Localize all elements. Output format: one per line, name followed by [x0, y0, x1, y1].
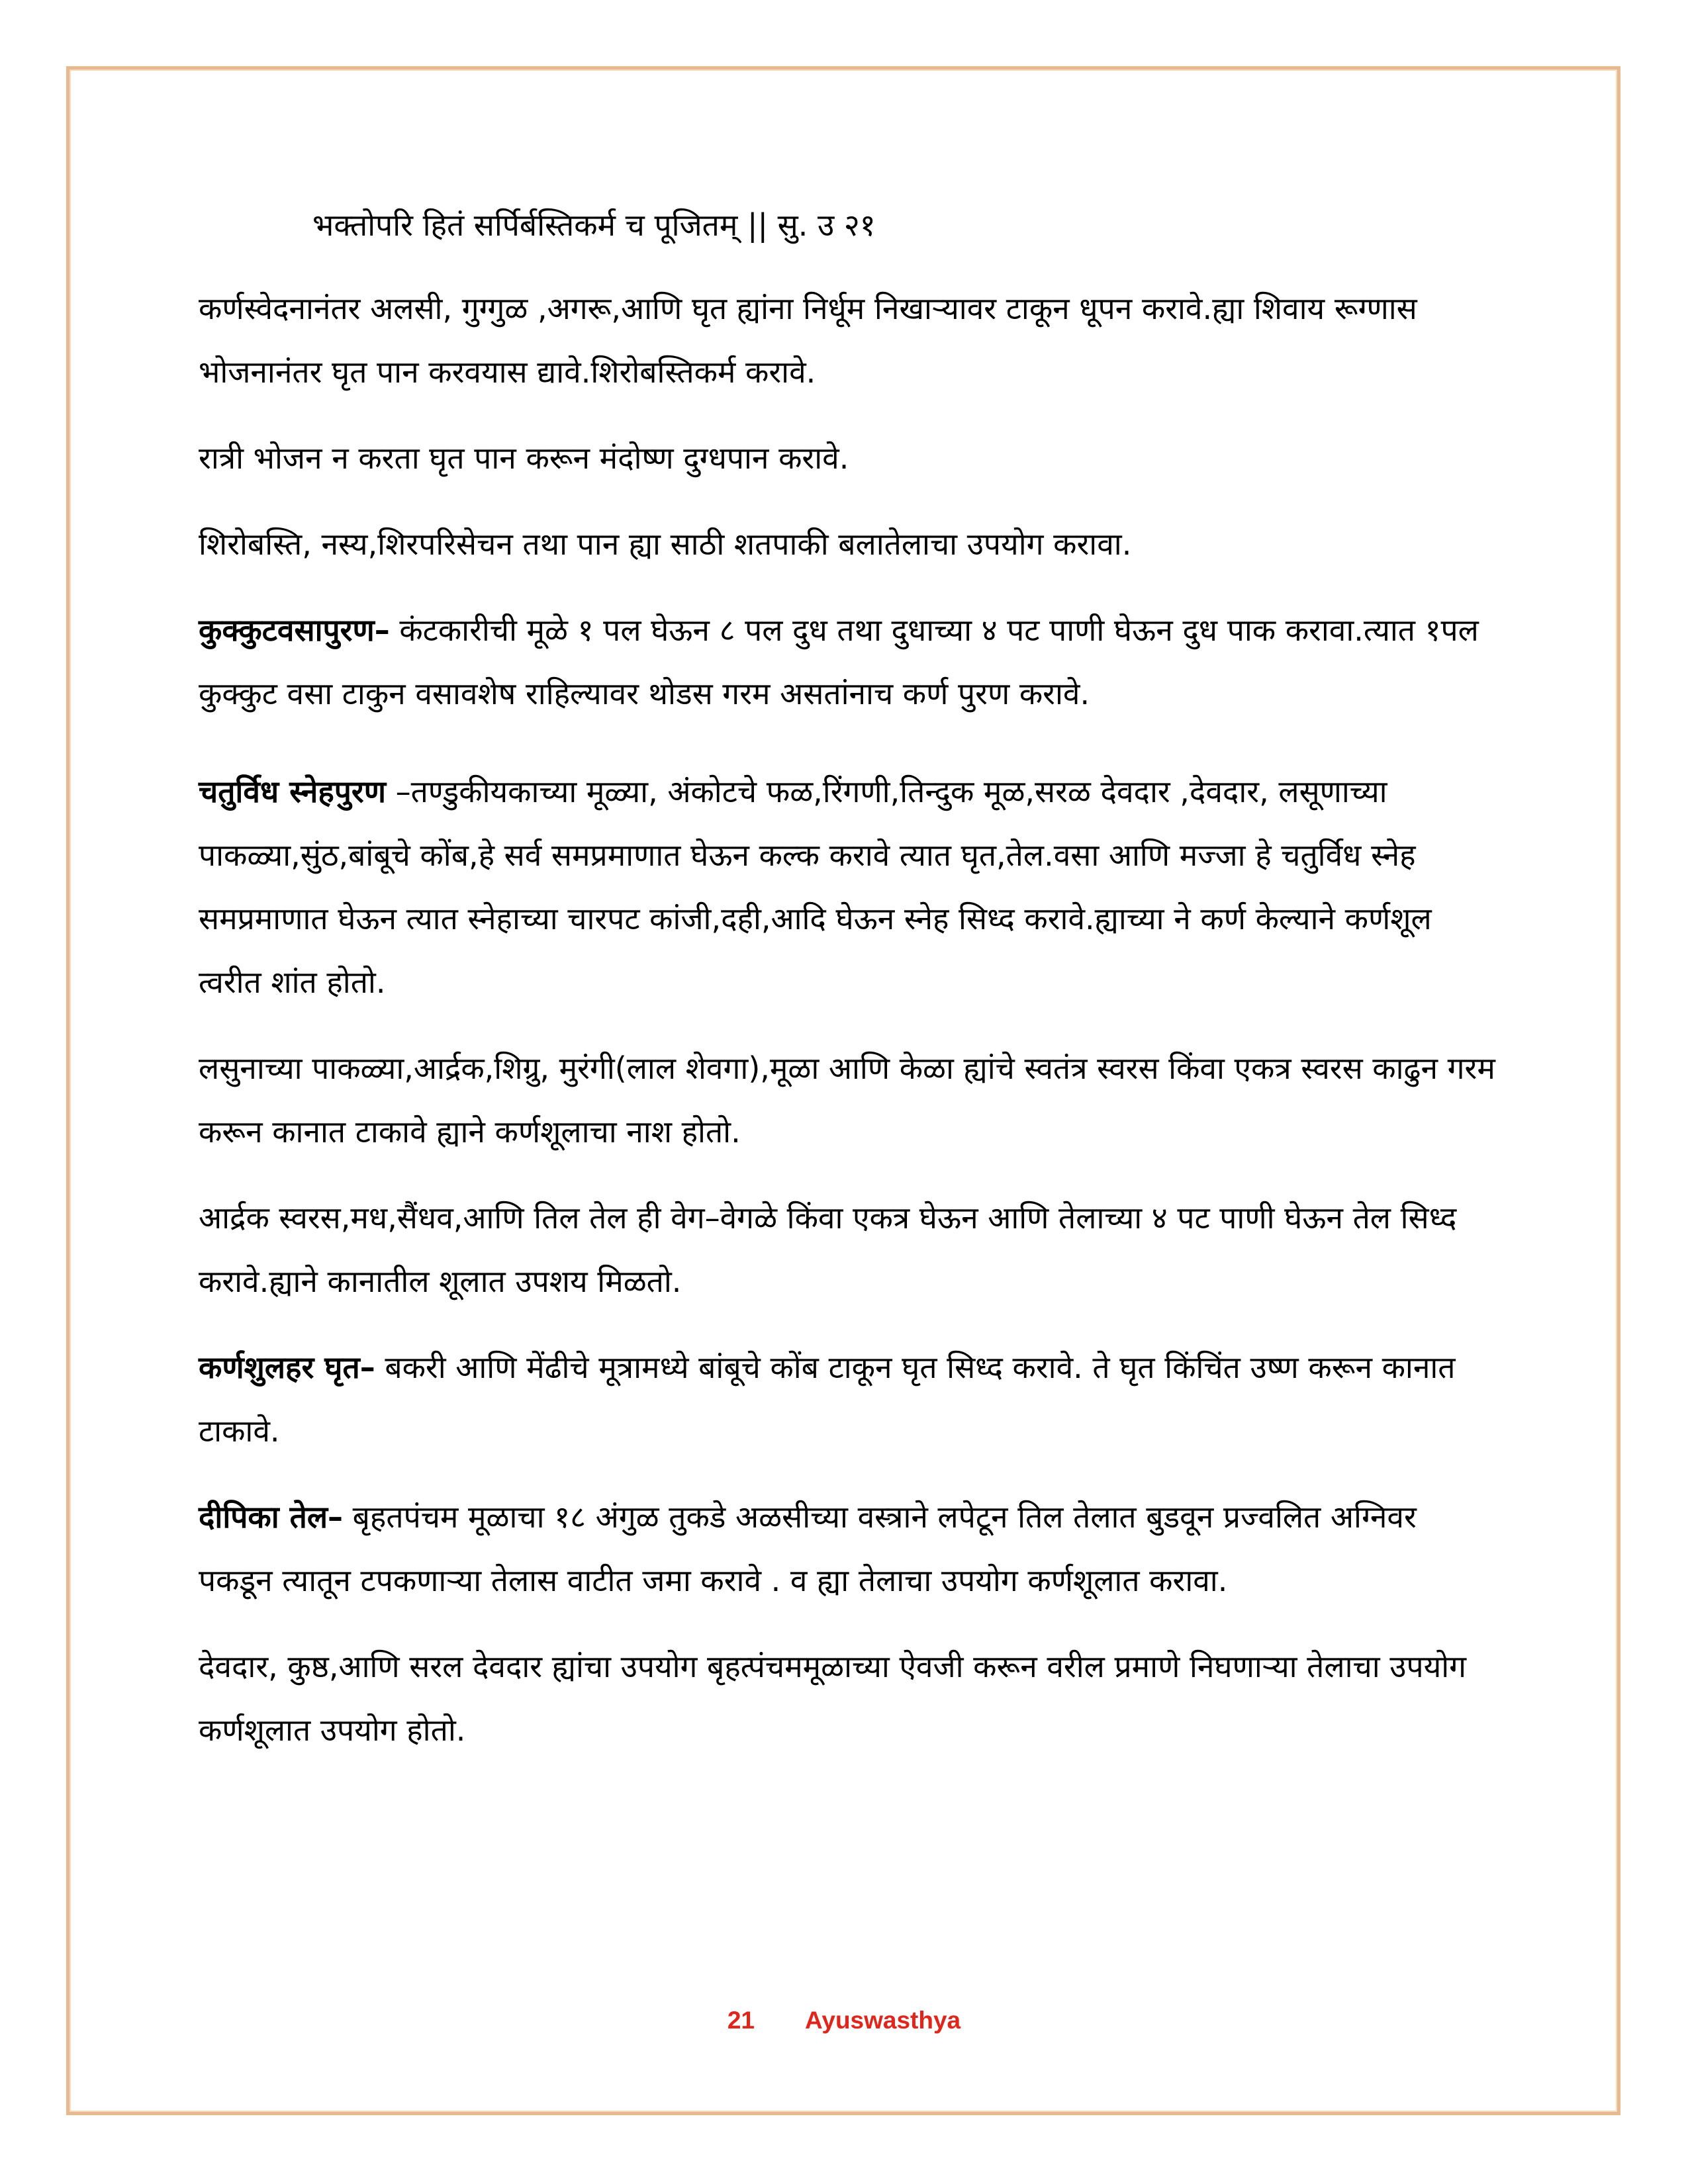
text-chaturvidh-snehpuran: –तण्डुकीयकाच्या मूळ्या, अंकोटचे फळ,रिंगणी,तिन्दुक मूळ,सरळ देवदार ,देवदार, लसूणाच्या पाकळ्या,सुंठ,बांबूचे कोंब,हे सर्व समप्रमाणात घेऊन कल्क करावे त्यात घृत,तेल.वसा आणि मज्जा हे चतुर्विध स्नेह समप्रमाणात घेऊन त्यात स्नेहाच्या चारपट कांजी,दही,आदि घेऊन स्नेह सिध्द करावे.ह्याच्या ने कर्ण केल्याने कर्णशूल त्वरीत शांत होतो.	[199, 774, 1432, 1000]
document-body	[199, 193, 1496, 1762]
heading-deepika-tel: दीपिका तेल–	[199, 1499, 344, 1535]
paragraph-chaturvidh-sneh	[199, 760, 1496, 1014]
paragraph-ratri-bhojan: रात्री भोजन न करता घृत पान करून मंदोष्ण दुग्धपान करावे.	[199, 440, 849, 476]
heading-kukkutavasapuran: कुक्कुटवसापुरण–	[199, 612, 390, 648]
paragraph-shirobasti: शिरोबस्ति, नस्य,शिरपरिसेचन तथा पान ह्या साठी शतपाकी बलातेलाचा उपयोग करावा.	[199, 526, 1132, 562]
paragraph-karna-swedana: कर्णस्वेदनानंतर अलसी, गुग्गुळ ,अगरू,आणि घृत ह्यांना निर्धूम निखाऱ्यावर टाकून धूपन करावे.ह्या शिवाय रूग्णास भोजनानंतर घृत पान करवयास द्यावे.शिरोबस्तिकर्म करावे.	[199, 291, 1417, 390]
footer-title: Ayuswasthya	[805, 2007, 961, 2034]
page-number: 21	[727, 2007, 755, 2034]
heading-chaturvidh-snehpuran: चतुर्विध स्नेहपुरण	[199, 774, 386, 809]
heading-karnashulhar-ghrut: कर्णशुलहर घृत–	[199, 1349, 375, 1385]
text-kukkutavasapuran: कंटकारीची मूळे १ पल घेऊन ८ पल दुध तथा दुधाच्या ४ पट पाणी घेऊन दुध पाक करावा.त्यात १पल कुक्कुट वसा टाकुन वसावशेष राहिल्यावर थोडस गरम असतांनाच कर्ण पुरण करावे.	[199, 612, 1479, 711]
paragraph-devdar: देवदार, कुष्ठ,आणि सरल देवदार ह्यांचा उपयोग बृहत्पंचममूळाच्या ऐवजी करून वरील प्रमाणे निघणाऱ्या तेलाचा उपयोग कर्णशूलात उपयोग होतो.	[199, 1649, 1467, 1748]
verse-line: भक्तोपरि हितं सर्पिर्बस्तिकर्म च पूजितम् || सु. उ २१	[312, 207, 876, 243]
paragraph-lasun: लसुनाच्या पाकळ्या,आर्द्रक,शिग्रु, मुरंगी(लाल शेवगा),मूळा आणि केळा ह्यांचे स्वतंत्र स्वरस किंवा एकत्र स्वरस काढुन गरम करून कानात टाकावे ह्याने कर्णशूलाचा नाश होतो.	[199, 1050, 1495, 1150]
paragraph-kukkutavasa	[199, 598, 1496, 725]
text-karnashulhar-ghrut: बकरी आणि मेंढीचे मूत्रामध्ये बांबूचे कोंब टाकून घृत सिध्द करावे. ते घृत किंचिंत उष्ण करून कानात टाकावे.	[199, 1349, 1456, 1449]
text-deepika-tel: बृहतपंचम मूळाचा १८ अंगुळ तुकडे अळसीच्या वस्त्राने लपेटून तिल तेलात बुडवून प्रज्वलित अग्निवर पकडून त्यातून टपकणाऱ्या तेलास वाटीत जमा करावे . व ह्या तेलाचा उपयोग कर्णशूलात करावा.	[199, 1499, 1417, 1598]
paragraph-deepika	[199, 1485, 1496, 1612]
page-footer	[0, 2007, 1688, 2034]
paragraph-karnashulhar	[199, 1336, 1496, 1463]
paragraph-ardrak: आर्द्रक स्वरस,मध,सैंधव,आणि तिल तेल ही वेग–वेगळे किंवा एकत्र घेऊन आणि तेलाच्या ४ पट पाणी घेऊन तेल सिध्द करावे.ह्याने कानातील शूलात उपशय मिळतो.	[199, 1200, 1457, 1299]
